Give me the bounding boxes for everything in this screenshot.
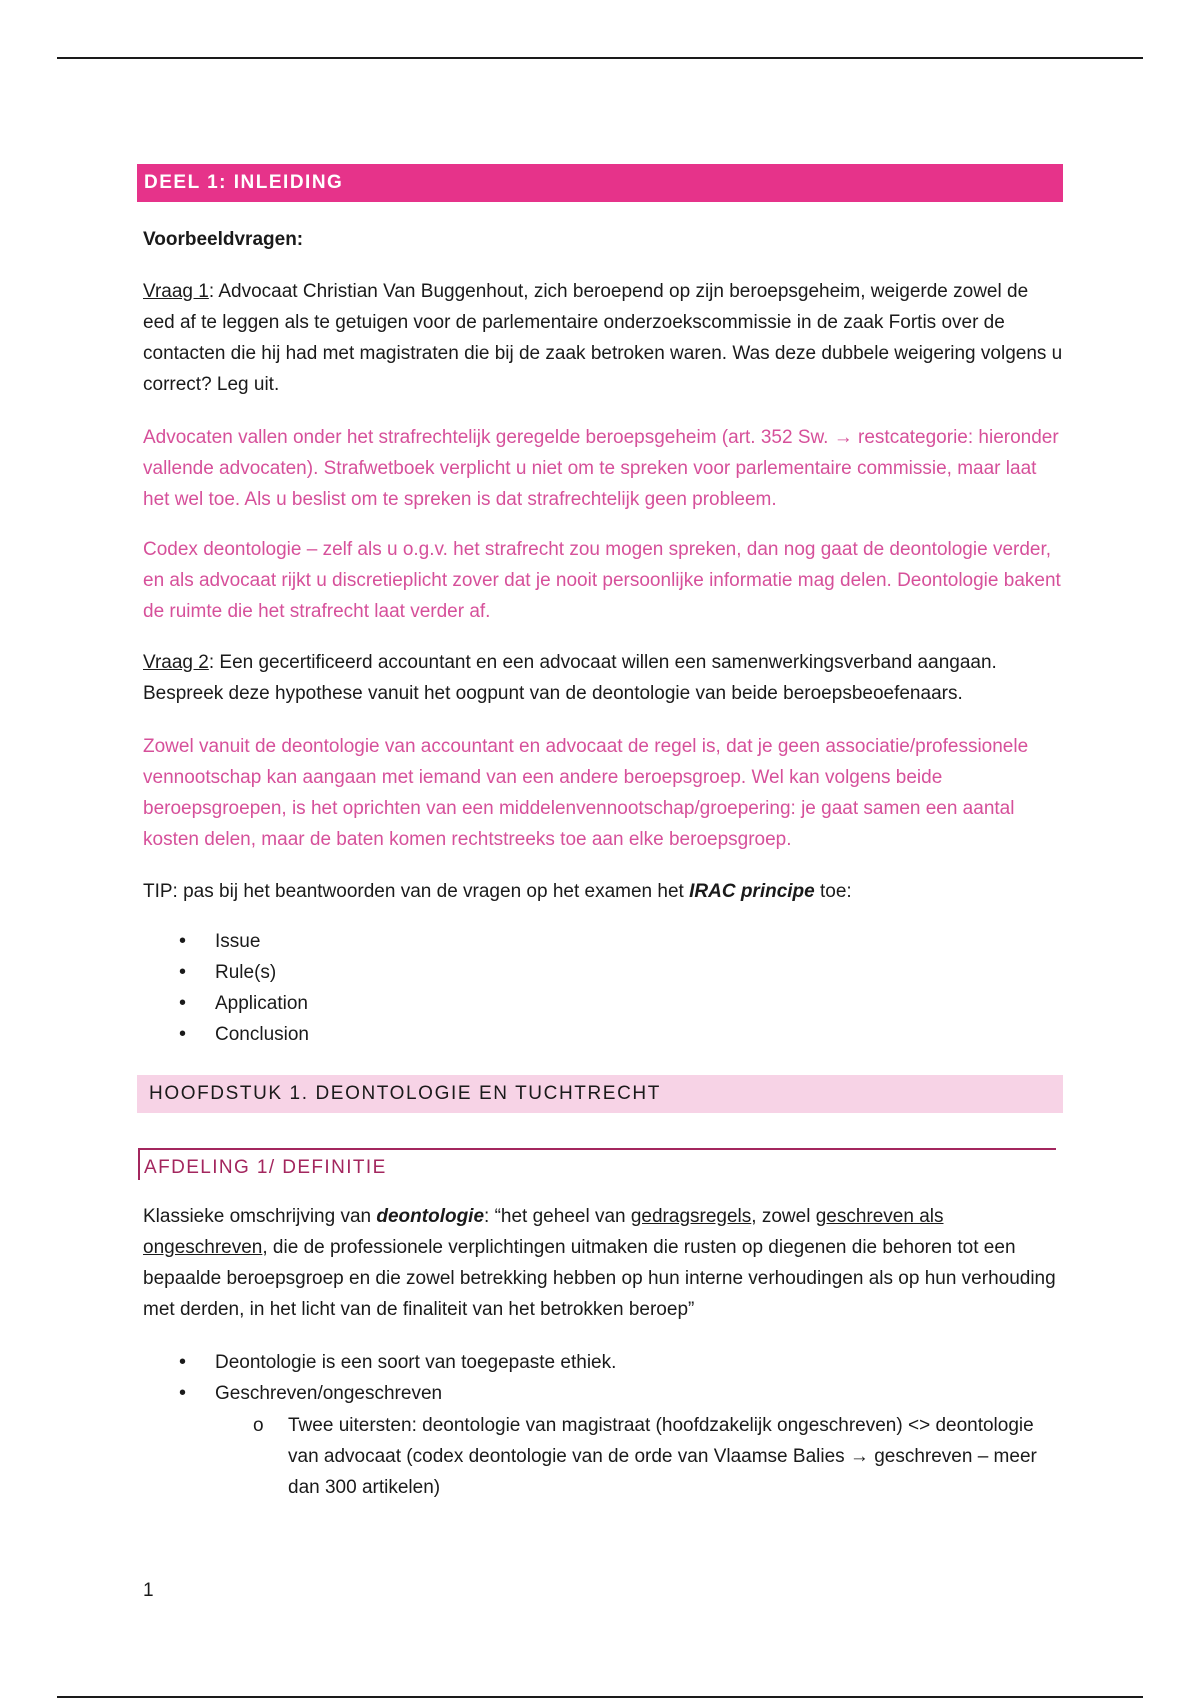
list-item: • Geschreven/ongeschreven	[143, 1378, 616, 1409]
afdeling-heading: AFDELING 1/ DEFINITIE	[138, 1148, 1056, 1180]
list-item: • Deontologie is een soort van toegepaste ethiek.	[143, 1347, 616, 1378]
hoofdstuk-heading: HOOFDSTUK 1. DEONTOLOGIE EN TUCHTRECHT	[137, 1075, 1063, 1113]
answer-1a: Advocaten vallen onder het strafrechtelijk geregelde beroepsgeheim (art. 352 Sw. → restcategorie: hieronder vallende advocaten). Strafwetboek verplicht u niet om te spreken voor parlementaire commissie, maar laat het wel toe. Als u beslist om te spreken is dat strafrechtelijk geen probleem.	[143, 427, 1059, 510]
answer-1b: Codex deontologie – zelf als u o.g.v. het strafrecht zou mogen spreken, dan nog gaat de deontologie verder, en als advocaat rijkt u discretieplicht zover dat je nooit persoonlijke informatie mag delen. Deontologie bakent de ruimte die het strafrecht laat verder af.	[143, 539, 1061, 622]
list-item: • Rule(s)	[143, 957, 309, 988]
page-number: 1	[143, 1580, 154, 1601]
list-item: • Conclusion	[143, 1019, 309, 1050]
deontologie-term: deontologie	[376, 1206, 485, 1227]
vraag-2-label: Vraag 2	[143, 652, 209, 673]
vraag-2-paragraph	[143, 647, 1063, 709]
definitie-text: , zowel	[751, 1206, 816, 1227]
tip-paragraph	[143, 876, 1063, 907]
answer-2: Zowel vanuit de deontologie van accountant en advocaat de regel is, dat je geen associatie/professionele vennootschap kan aangaan met iemand van een andere beroepsgroep. Wel kan volgens beide beroepsgroepen, is het oprichten van een middelenvennootschap/groepering: je gaat samen een aantal kosten delen, maar de baten komen rechtstreeks toe aan elke beroepsgroep.	[143, 736, 1029, 850]
vraag-2-text: : Een gecertificeerd accountant en een advocaat willen een samenwerkingsverband aangaan. Bespreek deze hypothese vanuit het oogpunt van de deontologie van beide beroepsbeoefenaars.	[143, 652, 997, 704]
vraag-1-label: Vraag 1	[143, 281, 209, 302]
vraag-1-paragraph	[143, 276, 1063, 400]
top-rule	[57, 57, 1143, 59]
voorbeeldvragen-heading: Voorbeeldvragen:	[143, 229, 304, 250]
tip-text-end: toe:	[814, 881, 852, 902]
geschreven-term: geschreven als ongeschreven	[143, 1206, 944, 1258]
gedragsregels-term: gedragsregels	[630, 1206, 752, 1227]
vraag-1-text: : Advocaat Christian Van Buggenhout, zich beroepend op zijn beroepsgeheim, weigerde zowel de eed af te leggen als te getuigen voor de parlementaire onderzoekscommissie in de zaak Fortis over de contacten die hij had met magistraten die bij de zaak betroken waren. Was deze dubbele weigering volgens u correct? Leg uit.	[143, 281, 1063, 395]
irac-list	[143, 926, 309, 1050]
bottom-rule	[57, 1696, 1143, 1698]
definitie-list	[143, 1347, 616, 1409]
tip-text: TIP: pas bij het beantwoorden van de vragen op het examen het	[143, 881, 690, 902]
list-item: • Issue	[143, 926, 309, 957]
sub-bullet-marker: o	[253, 1415, 264, 1436]
definitie-text: : “het geheel van	[484, 1206, 631, 1227]
list-item: • Application	[143, 988, 309, 1019]
definitie-paragraph	[143, 1201, 1063, 1325]
section-heading-deel-1: DEEL 1: INLEIDING	[137, 164, 1063, 202]
definitie-text: Klassieke omschrijving van	[143, 1206, 377, 1227]
definitie-text: , die de professionele verplichtingen uitmaken die rusten op diegenen die behoren tot een bepaalde beroepsgroep en die zowel betrekking hebben op hun interne verhoudingen als op hun verhouding met derden, in het licht van de finaliteit van het betrokken beroep”	[143, 1237, 1056, 1320]
sub-bullet: Twee uitersten: deontologie van magistraat (hoofdzakelijk ongeschreven) <> deontologie van advocaat (codex deontologie van de orde van Vlaamse Balies → geschreven – meer dan 300 artikelen)	[288, 1415, 1037, 1498]
irac-principe: IRAC principe	[689, 881, 815, 902]
